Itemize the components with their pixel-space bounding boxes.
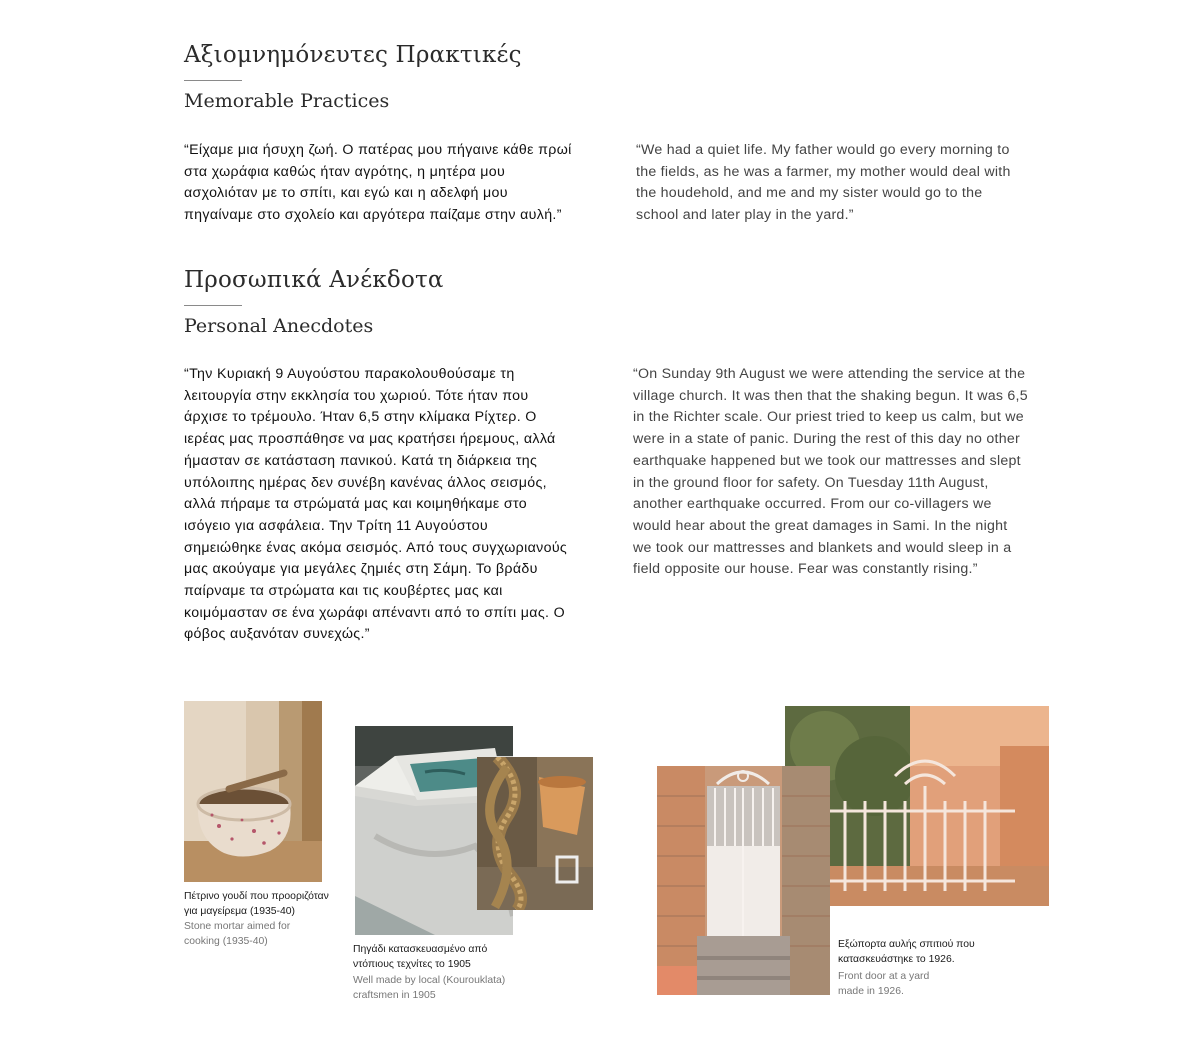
practices-quote-en — [636, 140, 1066, 227]
front-door-photo — [657, 766, 830, 995]
anecdotes-quote-gr-line: μας ακούγαμε για μεγάλες ζημιές στη Σάμη. Το βράδυ — [184, 561, 538, 578]
anecdotes-quote-gr-line: αλλά πήραμε τα στρώματά μας και κοιμηθήκαμε στο — [184, 496, 527, 513]
anecdotes-quote-en-line: would hear about the great damages in Sami. In the night — [633, 517, 1008, 534]
anecdotes-quote-en — [633, 364, 1073, 581]
caption-line: Stone mortar aimed for — [184, 921, 291, 932]
anecdotes-quote-en-line: another earthquake occurred. From our co-villagers we — [633, 496, 992, 513]
anecdotes-quote-gr-line: σημειώθηκε ένας ακόμα σεισμός. Από τους συγχωριανούς — [184, 539, 568, 556]
rope-bucket-photo — [477, 757, 593, 910]
anecdotes-quote-gr-line: παίρναμε τα στρώματα και τις κουβέρτες μας και — [184, 583, 503, 600]
anecdotes-quote-gr-line: υπόλοιπης ημέρας δεν συνέβη κανένας άλλος σεισμός, — [184, 474, 547, 491]
anecdotes-quote-en-line: “On Sunday 9th August we were attending the service at the — [633, 366, 1026, 382]
anecdotes-quote-gr-line: ιερέας μας προσπάθησε να μας κρατήσει ήρεμους, αλλά — [184, 431, 556, 448]
practices-quote-en-line: school and later play in the yard.” — [636, 207, 854, 224]
practices-quote-gr — [184, 140, 614, 227]
stone-mortar-caption-en — [184, 920, 334, 949]
well-caption-gr — [353, 943, 523, 972]
practices-quote-gr-line: ασχολιόταν με το σπίτι, και εγώ και η αδελφή μου — [184, 185, 508, 202]
practices-quote-en-line: “We had a quiet life. My father would go every morning to — [636, 142, 1010, 158]
practices-quote-gr-line: πηγαίναμε στο σχολείο και αργότερα παίζαμε στην αυλή.” — [184, 207, 562, 224]
anecdotes-quote-gr-line: κοιμόμασταν σε ένα χωράφι απέναντι από το σπίτι μας. Ο — [184, 604, 565, 621]
practices-title-divider — [184, 80, 242, 81]
anecdotes-quote-en-line: earthquake happened but we took our mattresses and slept — [633, 452, 1021, 469]
door-caption-gr — [838, 938, 1008, 967]
stone-mortar-photo — [184, 701, 322, 882]
anecdotes-quote-gr-line: φόβος αυξανόταν συνεχώς.” — [184, 626, 370, 643]
caption-line: Εξώπορτα αυλής σπιτιού που — [838, 939, 975, 950]
practices-title-en: Memorable Practices — [184, 90, 390, 112]
anecdotes-quote-gr — [184, 364, 614, 646]
anecdotes-quote-gr-line: ήμασταν σε κατάσταση πανικού. Κατά τη διάρκεια της — [184, 452, 538, 469]
anecdotes-quote-gr-line: άρχισε το τρέμουλο. Ήταν 6,5 στην κλίμακα Ρίχτερ. Ο — [184, 409, 537, 426]
caption-line: κατασκευάστηκε το 1926. — [838, 953, 955, 965]
practices-quote-gr-line: στα χωράφια καθώς ήταν αγρότης, η μητέρα μου — [184, 163, 506, 180]
anecdotes-quote-en-line: village church. It was then that the shaking begun. It was 6,5 — [633, 387, 1028, 404]
caption-line: Πηγάδι κατασκευασμένο από — [353, 944, 488, 955]
anecdotes-title-gr: Προσωπικά Ανέκδοτα — [184, 267, 444, 293]
caption-line: craftsmen in 1905 — [353, 989, 436, 1001]
anecdotes-quote-en-line: we took our mattresses and blankets and would sleep in a — [633, 539, 1012, 556]
caption-line: Πέτρινο γουδί που προοριζόταν — [184, 891, 329, 902]
stone-mortar-caption-gr — [184, 890, 334, 919]
practices-quote-gr-line: “Είχαμε μια ήσυχη ζωή. Ο πατέρας μου πήγαινε κάθε πρωί — [184, 142, 572, 158]
anecdotes-quote-en-line: were in a state of panic. During the rest of this day no other — [633, 431, 1020, 448]
anecdotes-title-en: Personal Anecdotes — [184, 315, 374, 337]
practices-quote-en-line: the houdehold, and me and my sister would go to the — [636, 185, 983, 202]
caption-line: Well made by local (Kourouklata) — [353, 975, 506, 986]
anecdotes-title-divider — [184, 305, 242, 306]
caption-line: cooking (1935-40) — [184, 935, 268, 947]
practices-title-gr: Αξιομνημόνευτες Πρακτικές — [184, 42, 522, 68]
anecdotes-quote-gr-line: ισόγειο για ασφάλεια. Την Τρίτη 11 Αυγούστου — [184, 517, 489, 534]
anecdotes-quote-en-line: in the ground floor for safety. On Tuesday 11th August, — [633, 474, 989, 491]
door-caption-en — [838, 970, 1008, 999]
anecdotes-quote-en-line: in the Richter scale. Our priest tried to keep us calm, but we — [633, 409, 1024, 426]
anecdotes-quote-gr-line: “Την Κυριακή 9 Αυγούστου παρακολουθούσαμε τη — [184, 366, 515, 382]
well-caption-en — [353, 974, 523, 1003]
caption-line: για μαγείρεμα (1935-40) — [184, 905, 296, 917]
anecdotes-quote-en-line: field opposite our house. Fear was constantly rising.” — [633, 561, 978, 578]
caption-line: made in 1926. — [838, 985, 904, 997]
caption-line: ντόπιους τεχνίτες το 1905 — [353, 958, 471, 970]
practices-quote-en-line: the fields, as he was a farmer, my mother would deal with — [636, 163, 1011, 180]
caption-line: Front door at a yard — [838, 971, 930, 982]
anecdotes-quote-gr-line: λειτουργία στην εκκλησία του χωριού. Τότε ήταν που — [184, 387, 529, 404]
